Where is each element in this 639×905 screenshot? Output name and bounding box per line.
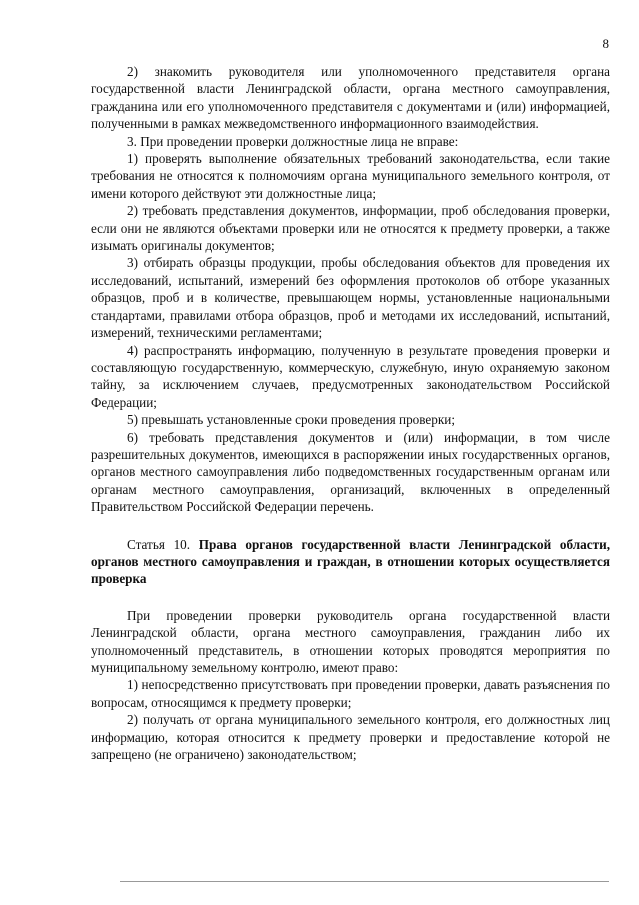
paragraph-rights-intro: При проведении проверки руководитель органа государственной власти Ленинградской области, органа местного самоуправления, гражданин либо их уполномоченный представитель, в отношении которых проводятся мероприятия по муниципальному земельному контролю, имеют право:: [91, 607, 610, 675]
article-prefix: Статья 10.: [127, 536, 191, 552]
paragraph-inform-docs: 2) знакомить руководителя или уполномоченного представителя органа государственной власти Ленинградской области, органа местного самоуправления, гражданина или его уполномоченного представителя с документами и (или) информацией, полученными в рамках межведомственного информационного взаимодействия.: [91, 64, 610, 132]
bottom-rule: [120, 881, 609, 882]
paragraph-prohibition-2: 2) требовать представления документов, информации, проб обследования проверки, если они не являются объектами проверки или не относятся к предмету проверки, а также изымать оригиналы документов;: [91, 203, 610, 254]
page-number: 8: [602, 36, 609, 51]
paragraph-prohibition-6: 6) требовать представления документов и (или) информации, в том числе разрешительных документов, имеющихся в распоряжении иных государственных органов, органов местного самоуправления либо подведомственных государственным органам или органам местного самоуправления, организаций, включенных в определенный Правительством Российской Федерации перечень.: [91, 429, 610, 515]
article-heading: [91, 536, 610, 588]
paragraph-prohibition-1: 1) проверять выполнение обязательных требований законодательства, если такие требования не относятся к полномочиям органа муниципального земельного контроля, от имени которого действуют эти должностные лица;: [91, 151, 610, 201]
paragraph-prohibitions-intro: 3. При проведении проверки должностные лица не вправе:: [127, 133, 459, 149]
paragraph-right-2: 2) получать от органа муниципального земельного контроля, его должностных лиц информацию, которая относится к предмету проверки и предоставление которой не запрещено (не ограничено) законодательством;: [91, 712, 610, 763]
paragraph-right-1: 1) непосредственно присутствовать при проведении проверки, давать разъяснения по вопросам, относящимся к предмету проверки;: [91, 677, 610, 710]
paragraph-prohibition-5: 5) превышать установленные сроки проведения проверки;: [127, 412, 455, 428]
document-body: [91, 63, 610, 763]
article-title: Права органов государственной власти Ленинградской области, органов местного самоуправления и граждан, в отношении которых осуществляется проверка: [91, 536, 611, 587]
paragraph-prohibition-4: 4) распространять информацию, полученную в результате проведения проверки и составляющую государственную, коммерческую, служебную, иную охраняемую законом тайну, за исключением случаев, предусмотренных законодательством Российской Федерации;: [91, 342, 610, 410]
paragraph-prohibition-3: 3) отбирать образцы продукции, пробы обследования объектов для проведения их исследований, испытаний, измерений без оформления протоколов об отборе указанных образцов, проб и в количестве, превышающем нормы, установленные национальными стандартами, правилами отбора образцов, проб и методами их исследований, испытаний, измерений, техническими регламентами;: [91, 255, 610, 341]
